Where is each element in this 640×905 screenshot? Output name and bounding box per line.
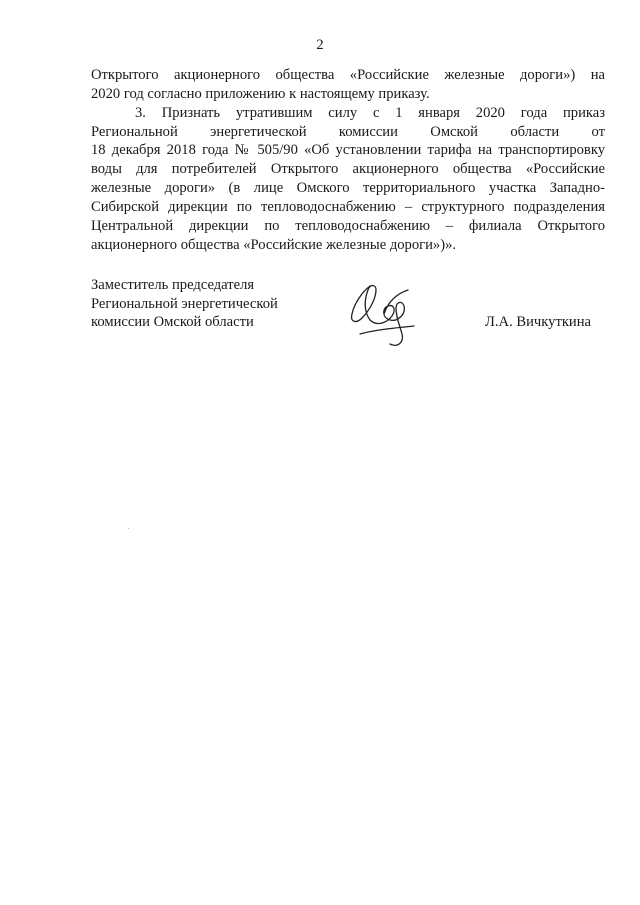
signatory-position-line: Заместитель председателя — [91, 277, 255, 293]
paragraph-line: акционерного общества «Российские железные дороги»)». — [91, 237, 457, 253]
handwritten-signature — [340, 278, 430, 352]
page-number: 2 — [316, 37, 324, 53]
signatory-position-line: Региональной энергетической — [91, 296, 278, 312]
paragraph-line: Открытого акционерного общества «Российские железные дороги») на — [91, 67, 605, 83]
paragraph-line: Центральной дирекции по тепловодоснабжению – филиала Открытого — [91, 218, 605, 234]
paragraph-line: 3. Признать утратившим силу с 1 января 2020 года приказ — [135, 105, 605, 121]
paragraph-line: Сибирской дирекции по тепловодоснабжению – структурного подразделения — [91, 199, 605, 215]
scan-speck — [128, 528, 129, 529]
paragraph-line: Региональной энергетической комиссии Омской области от — [91, 124, 605, 140]
paragraph-line: 18 декабря 2018 года № 505/90 «Об установлении тарифа на транспортировку — [91, 142, 605, 158]
signatory-position-line: комиссии Омской области — [91, 314, 254, 330]
paragraph-line: 2020 год согласно приложению к настоящему приказу. — [91, 86, 430, 102]
paragraph-line: воды для потребителей Открытого акционерного общества «Российские — [91, 161, 605, 177]
paragraph-line: железные дороги» (в лице Омского территориального участка Западно- — [91, 180, 605, 196]
signatory-name: Л.А. Вичкуткина — [485, 314, 592, 330]
